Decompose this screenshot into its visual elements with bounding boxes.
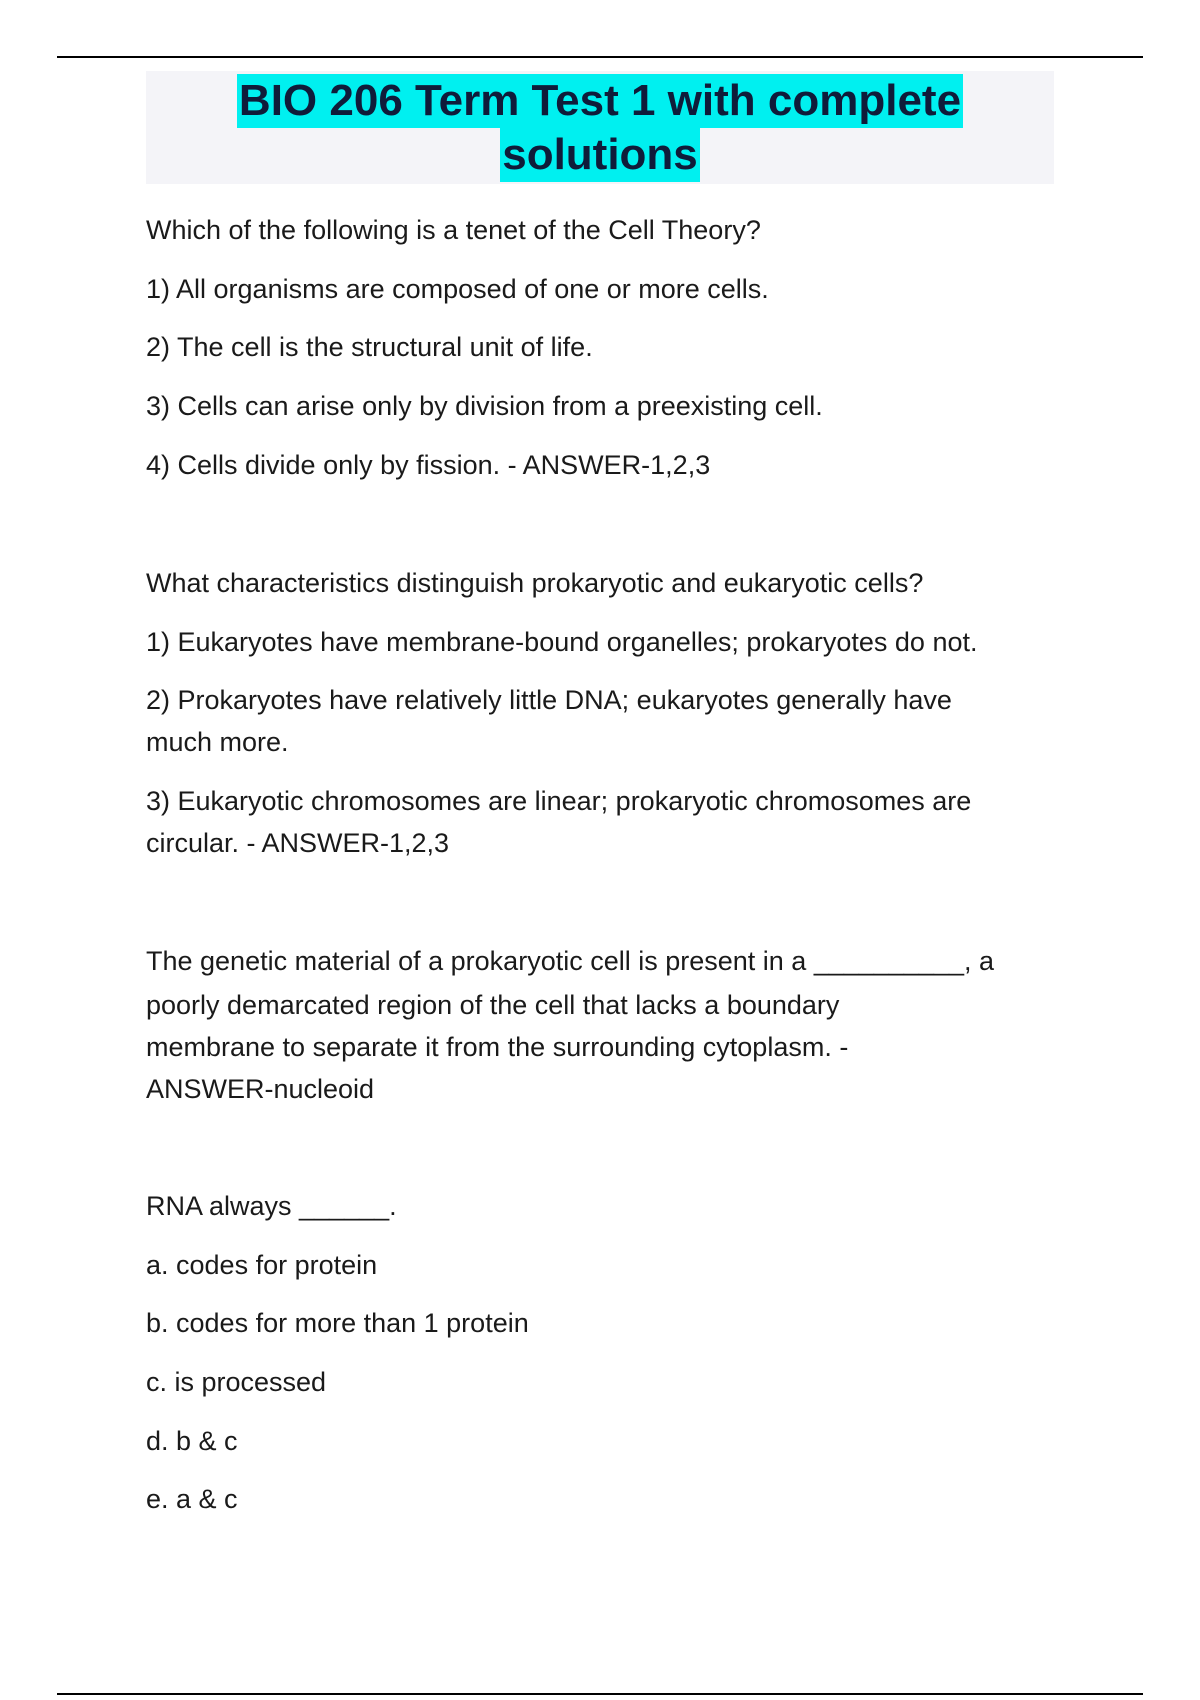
question-4-option-c: c. is processed [146,1367,327,1397]
question-2-item-1: 1) Eukaryotes have membrane-bound organelles; prokaryotes do not. [146,627,978,657]
question-4-option-e: e. a & c [146,1484,238,1514]
question-4-option-a: a. codes for protein [146,1250,378,1280]
question-4-option-b: b. codes for more than 1 protein [146,1308,529,1338]
question-4-stem: RNA always ______. [146,1191,397,1221]
title-line-1: BIO 206 Term Test 1 with complete [237,74,963,128]
question-4-option-d: d. b & c [146,1426,238,1456]
question-2-item-3-cont: circular. - ANSWER-1,2,3 [146,828,450,858]
question-2-item-3: 3) Eukaryotic chromosomes are linear; prokaryotic chromosomes are [146,786,972,816]
question-2-item-2: 2) Prokaryotes have relatively little DNA; eukaryotes generally have [146,685,952,715]
question-1-item-2: 2) The cell is the structural unit of life. [146,332,593,362]
question-1-item-3: 3) Cells can arise only by division from a preexisting cell. [146,391,823,421]
question-3-line-3: membrane to separate it from the surrounding cytoplasm. - [146,1032,849,1062]
document-title [146,71,1054,184]
question-1-item-1: 1) All organisms are composed of one or more cells. [146,274,769,304]
title-line-2: solutions [500,128,700,182]
question-1-item-4: 4) Cells divide only by fission. - ANSWER-1,2,3 [146,450,711,480]
question-1-stem: Which of the following is a tenet of the Cell Theory? [146,215,761,245]
question-2-item-2-cont: much more. [146,727,289,757]
question-3-line-4: ANSWER-nucleoid [146,1074,375,1104]
question-3-line-2: poorly demarcated region of the cell that lacks a boundary [146,990,840,1020]
question-2-stem: What characteristics distinguish prokaryotic and eukaryotic cells? [146,568,924,598]
top-rule [57,56,1143,58]
bottom-rule [57,1693,1143,1695]
question-3-line-1: The genetic material of a prokaryotic cell is present in a __________, a [146,946,994,976]
